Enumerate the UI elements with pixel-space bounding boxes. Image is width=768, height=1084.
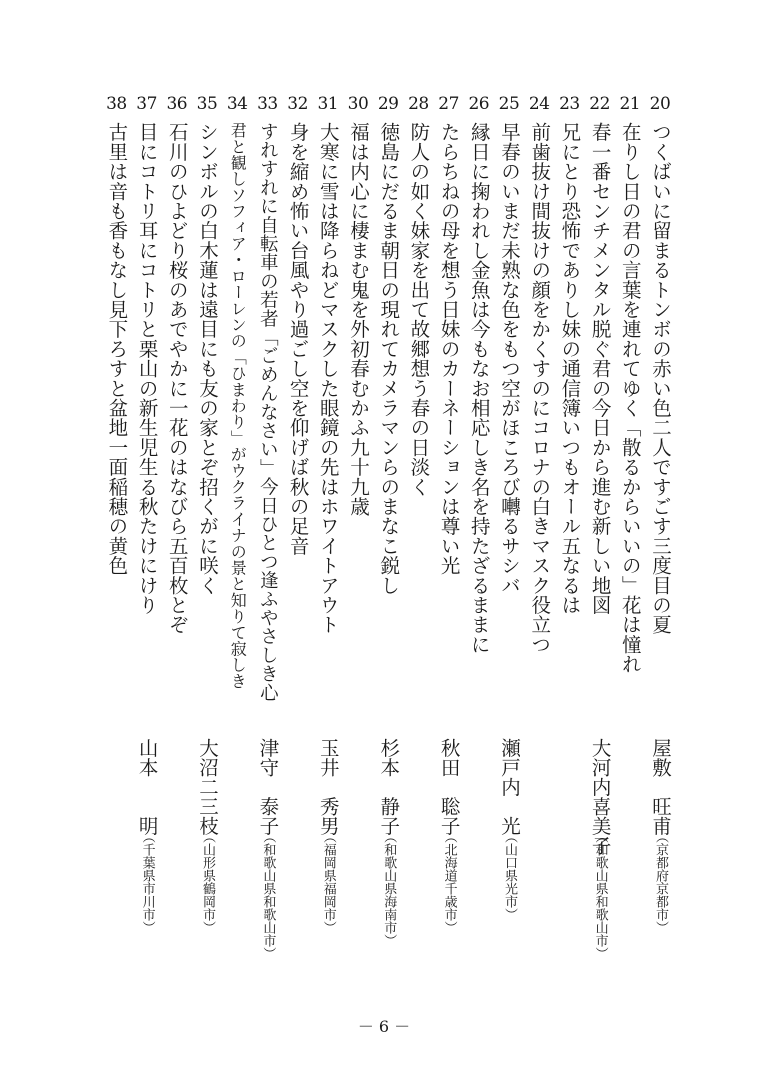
author-location: （福岡県福岡市） bbox=[320, 830, 336, 934]
poem-column bbox=[403, 0, 433, 1084]
poem-column bbox=[192, 0, 222, 1084]
poem-number: 24 bbox=[528, 94, 550, 114]
poem-verse: 福は内心に棲まむ鬼を外初春むかふ九十九歳 bbox=[347, 122, 370, 516]
poem-column bbox=[343, 0, 373, 1084]
poem-column bbox=[132, 0, 162, 1084]
poem-verse: 春一番センチメンタル脱ぐ君の今日から進む新しい地図 bbox=[588, 122, 612, 615]
poem-verse: 君と観しソフィア・ローレンの「ひまわり」がウクライナの景と知りて寂しき bbox=[228, 122, 248, 689]
author-name: 大河内喜美子 bbox=[588, 738, 612, 855]
author-location: （和歌山県海南市） bbox=[381, 830, 397, 947]
poem-number: 20 bbox=[649, 94, 671, 114]
author-name: 秋田 聡子 bbox=[437, 738, 461, 836]
poem-number: 29 bbox=[377, 94, 399, 114]
poem-number: 22 bbox=[589, 94, 610, 114]
poem-number: 38 bbox=[106, 94, 127, 114]
poem-verse: すれすれに自転車の若者「ごめんなさい」今日ひとつ逢ふやさしき心 bbox=[257, 122, 279, 702]
author-name: 杉本 静子 bbox=[377, 738, 401, 836]
poem-column bbox=[434, 0, 464, 1084]
page-number: － 6 － bbox=[357, 1017, 411, 1036]
poem-column bbox=[373, 0, 403, 1084]
poem-column bbox=[313, 0, 343, 1084]
poem-number: 30 bbox=[347, 94, 369, 114]
poem-verse: つくばいに留まるトンボの赤い色二人ですごす三度目の夏 bbox=[649, 122, 672, 635]
poem-verse: 前歯抜け間抜けの顔をかくすのにコロナの白きマスク役立つ bbox=[528, 122, 552, 654]
author-location: （山口県光市） bbox=[502, 830, 517, 921]
poem-verse: 徳島にだるま朝日の現れてカメラマンらのまなこ鋭し bbox=[377, 122, 401, 595]
poem-verse: 石川のひよどり桜のあでやかに一花のはなびら五百枚とぞ bbox=[165, 122, 189, 635]
poem-column bbox=[101, 0, 131, 1084]
poem-column bbox=[524, 0, 554, 1084]
poem-number: 32 bbox=[287, 94, 308, 114]
author-location: （北海道千歳市） bbox=[441, 830, 457, 934]
poem-number: 21 bbox=[619, 94, 641, 114]
poem-verse: 兄にとり恐怖でありし妹の通信簿いつもオール五なるは bbox=[558, 122, 582, 615]
poem-number: 35 bbox=[196, 94, 218, 114]
author-name: 玉井 秀男 bbox=[316, 738, 340, 836]
author-name: 屋敷 旺甫 bbox=[649, 738, 672, 836]
poem-number: 34 bbox=[226, 94, 248, 114]
poem-verse: 縁日に掬われし金魚は今もなお相応しき名を持たざるままに bbox=[467, 122, 491, 654]
poem-number: 31 bbox=[317, 94, 339, 114]
poem-verse: 防人の如く妹家を出て故郷想う春の日淡く bbox=[407, 122, 431, 497]
poem-verse: 大寒に雪は降らねどマスクした眼鏡の先はホワイトアウト bbox=[316, 122, 340, 635]
poem-verse: 古里は音も香もなし見下ろすと盆地一面稲穂の黄色 bbox=[105, 122, 129, 576]
poem-verse: 在りし日の君の言葉を連れてゆく「散るからいいの」花は憧れ bbox=[618, 122, 642, 674]
poem-verse: 目にコトリ耳にコトリと栗山の新生児生る秋たけにけり bbox=[135, 122, 159, 615]
poem-verse: 身を縮め怖い台風やり過ごし空を仰げば秋の足音 bbox=[286, 122, 310, 556]
poem-number: 33 bbox=[257, 94, 278, 114]
author-location: （山形県鶴岡市） bbox=[200, 830, 215, 934]
author-location: （千葉県市川市） bbox=[139, 830, 155, 934]
poem-column bbox=[222, 0, 252, 1084]
poem-column bbox=[585, 0, 615, 1084]
poem-number: 23 bbox=[559, 94, 580, 114]
poem-column bbox=[494, 0, 524, 1084]
poem-column bbox=[615, 0, 645, 1084]
author-name: 大沼二三枝 bbox=[196, 738, 219, 836]
poem-number: 36 bbox=[166, 94, 188, 114]
poem-column bbox=[252, 0, 282, 1084]
poem-number: 37 bbox=[136, 94, 157, 114]
poem-column bbox=[464, 0, 494, 1084]
poem-verse: 早春のいまだ未熟な色をもつ空がほころび囀るサシバ bbox=[498, 122, 521, 595]
poem-column bbox=[162, 0, 192, 1084]
poem-number: 25 bbox=[498, 94, 520, 114]
poem-verse: たらちねの母を想う日妹のカーネーションは尊い光 bbox=[437, 122, 461, 576]
poem-number: 26 bbox=[468, 94, 490, 114]
poem-number: 27 bbox=[438, 94, 459, 114]
author-location: （和歌山県和歌山市） bbox=[260, 830, 276, 960]
poem-column bbox=[283, 0, 313, 1084]
poem-verse: シンボルの白木蓮は遠目にも友の家とぞ招くがに咲く bbox=[196, 122, 219, 595]
author-name: 津守 泰子 bbox=[256, 738, 280, 836]
poem-column bbox=[645, 0, 675, 1084]
author-name: 山本 明 bbox=[135, 738, 159, 836]
author-name: 瀬戸内 光 bbox=[498, 738, 521, 836]
poem-number: 28 bbox=[408, 94, 429, 114]
author-location: （和歌山県和歌山市） bbox=[592, 830, 608, 960]
author-location: （京都府京都市） bbox=[653, 830, 668, 934]
poem-column bbox=[554, 0, 584, 1084]
